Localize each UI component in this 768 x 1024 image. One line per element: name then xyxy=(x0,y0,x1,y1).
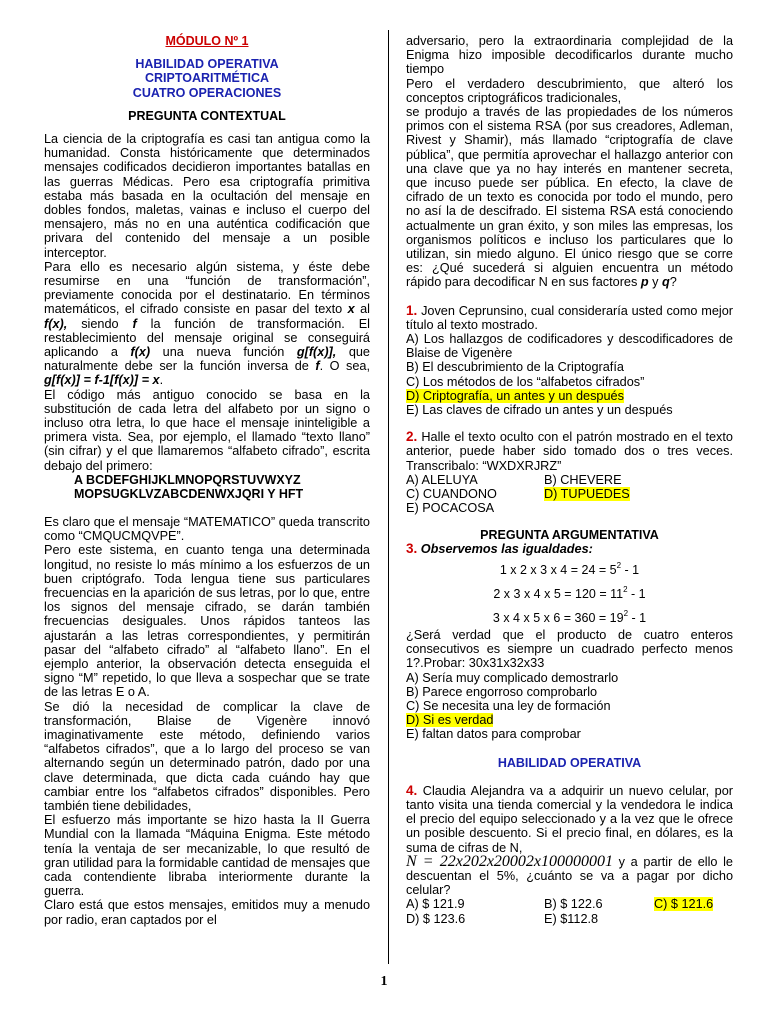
equality-1: 1 x 2 x 3 x $4 = 24 = 5^2 - 1$ xyxy=(499,560,640,577)
module-title: MÓDULO Nº 1 xyxy=(165,34,249,48)
paragraph-2: Para ello es necesario algún sistema, y éste debe resumirse en una “función de transformación”, previamente conocida por el destinatario. En términos matemáticos, el cifrado consiste en pasar del texto x al f(x), siendo f la función de transformación. El restablecimiento del mensaje original se conseguirá aplicando a f(x) una nueva función g[f(x)], que naturalmente debe ser la función inversa de f. O sea, g[f(x)] = f-1[f(x)] = x. xyxy=(44,259,371,388)
right-column xyxy=(406,34,733,926)
section-title-2: CRIPTOARITMÉTICA xyxy=(144,71,270,86)
column-divider xyxy=(388,30,389,964)
q2-option-d: D) TUPUEDES xyxy=(544,487,630,502)
equality-2: 2 x 3 x 4 x $5 = 120 = 11^2 - 1$ xyxy=(493,584,646,601)
right-paragraph-1: adversario, pero la extraordinaria complejidad de la Enigma hizo imposible decodificarlos durante mucho tiempo xyxy=(406,34,733,77)
right-paragraph-3: se produjo a través de las propiedades de los números primos con el sistema RSA (por sus creadores, Adleman, Rivest y Shamir), más llamado “criptografía de clave pública”, que permitía aprovechar el hallazgo anterior con una clave que ya no hay interés en mantener secreta, que incuso puede ser pública. En efecto, la clave de cifrado de un texto es conocida por todo el mundo, pero no así la de descifrado. El sistema RSA está conociendo actualmente un gran éxito, y son miles las empresas, los organismos políticos e incluso los particulares que lo utilizan, sin miedo alguno. El único riesgo que se corre es: ¿Qué sucederá si alguien encuentra un método rápido para decodificar N en sus factores p y q? xyxy=(406,105,733,290)
q1-option-d: D) Criptografía, un antes y un después xyxy=(406,388,624,403)
q2-option-b: B) CHEVERE xyxy=(544,472,622,487)
q1-option-c: C) Los métodos de los “alfabetos cifrados” xyxy=(406,374,645,389)
right-paragraph-2: Pero el verdadero descubrimiento, que alteró los conceptos criptográficos tradicionales, xyxy=(406,76,733,105)
page-number: 1 xyxy=(380,974,388,989)
formula-n: N = 22x202x20002x100000001 xyxy=(406,852,614,870)
habilidad-heading: HABILIDAD OPERATIVA xyxy=(497,755,642,770)
question-1: 1. Joven Ceprunsino, cual consideraría usted como mejor título al texto mostrado. xyxy=(406,302,733,332)
contextual-heading: PREGUNTA CONTEXTUAL xyxy=(128,108,286,123)
q2-option-c: C) CUANDONO xyxy=(406,487,497,502)
question-2: 2. Halle el texto oculto con el patrón mostrado en el texto anterior, puede haber sido tomado dos o tres veces. Transcribalo: “WXDXRJRZ” xyxy=(406,429,733,473)
q1-option-e: E) Las claves de cifrado un antes y un después xyxy=(406,403,673,418)
section-title-3: CUATRO OPERACIONES xyxy=(132,85,282,100)
q4-option-e: E) $112.8 xyxy=(544,911,599,926)
q3-option-d: D) Si es verdad xyxy=(406,713,494,728)
question-3-text: ¿Será verdad que el producto de cuatro enteros consecutivos es siempre un cuadrado perfecto menos 1?.Probar: 30x31x32x33 xyxy=(406,627,733,671)
q2-option-a: A) ALELUYA xyxy=(406,472,478,487)
cipher-alphabet: MOPSUGKLVZABCDENWXJQRI Y HFT xyxy=(74,487,304,502)
paragraph-3: El código más antiguo conocido se basa en la substitución de cada letra del alfabeto por un signo o incluso otra letra, lo que hace el mensaje ininteligible a primera vista. Sea, por ejemplo, el llamado “texto llano” (sin cifrar) y el que llamaremos “alfabeto cifrado”, escrita debajo del primero: xyxy=(44,387,370,473)
q4-option-b: B) $ 122.6 xyxy=(544,897,603,912)
q4-options xyxy=(406,897,733,925)
question-4: 4. Claudia Alejandra va a adquirir un nuevo celular, por tanto visita una tienda comercial y la vendedora le indica el precio del equipo seleccionado y a la vez que le ofrece un posible descuento. Si el precio final, en dólares, es la suma de cifras de N, xyxy=(406,782,733,855)
q3-option-b: B) Parece engorroso comprobarlo xyxy=(406,684,598,699)
q2-options xyxy=(406,473,733,516)
q4-option-a: A) $ 121.9 xyxy=(406,897,465,912)
paragraph-5: Pero este sistema, en cuanto tenga una determinada longitud, no resiste lo más mínimo a los esfuerzos de un buen criptógrafo. Toda lengua tiene sus particulares frecuencias en la aparición de sus letras, por lo que, entre los signos del mensaje cifrado, se darán también frecuencias desiguales. Unos rápidos tanteos las ajustarán a las letras correspondientes, y permitirán pasar del “alfabeto cifrado” al “alfabeto llano”. En el ejemplo anterior, la observación detecta enseguida el signo “M” repetido, lo que lleva a sospechar que se trate de las letras E o A. xyxy=(44,543,370,700)
q1-option-b: B) El descubrimiento de la Criptografía xyxy=(406,360,624,375)
q4-option-d: D) $ 123.6 xyxy=(406,911,466,926)
plain-alphabet: A BCDEFGHIJKLMNOPQRSTUVWXYZ xyxy=(74,472,301,487)
equality-3: 3 x 4 x 5 x $6 = 360 = 19^2 - 1$ xyxy=(492,608,647,625)
q4-option-c: C) $ 121.6 xyxy=(654,897,714,912)
paragraph-7: El esfuerzo más importante se hizo hasta la II Guerra Mundial con la llamada “Máquina Enigma. Este método tenía la ventaja de ser mecanizable, lo que resultó de gran utilidad para la formidable cantidad de mensajes que cada contendiente libraba interiormente durante la guerra. xyxy=(44,813,370,899)
q3-option-e: E) faltan datos para comprobar xyxy=(406,727,581,742)
paragraph-6: Se dió la necesidad de complicar la clave de transformación, Blaise de Vigenère innovó imaginativamente este método, definiendo varios “alfabetos cifrados”, que a lo largo del proceso se van alternando según un determinado patrón, dado por una clave determinada, que dicta cada cuándo hay que cambiar entre los “alfabetos cifrados” disponibles. Pero también tiene debilidades, xyxy=(44,699,370,813)
q2-option-e: E) POCACOSA xyxy=(406,501,495,516)
argumentative-heading: PREGUNTA ARGUMENTATIVA xyxy=(480,527,659,542)
q1-option-a: A) Los hallazgos de codificadores y descodificadores de Blaise de Vigenère xyxy=(406,332,733,361)
paragraph-4: Es claro que el mensaje “MATEMATICO” queda transcrito como “CMQUCMQVPE”. xyxy=(44,514,370,544)
question-3: 3. Observemos las igualdades: xyxy=(406,540,593,556)
paragraph-8: Claro está que estos mensajes, emitidos muy a menudo por radio, eran captados por el xyxy=(44,898,370,927)
question-4-formula-line: N = 22x202x20002x100000001 y a partir de ello le descuentan el 5%, ¿cuánto se va a pagar por dicho celular? xyxy=(406,852,733,898)
paragraph-1: La ciencia de la criptografía es casi tan antigua como la humanidad. Consta históricamente que determinados mensajes codificados decidieron importantes batallas en las guerras Médicas. Pero esa criptografía primitiva estaba más basada en la ocultación del mensaje en dobles fondos, maletas, vainas e incluso el cuerpo del mensajero, más no en una auténtica codificación que privara del contenido del mensaje a un posible interceptor. xyxy=(44,132,370,260)
left-column xyxy=(44,34,370,927)
section-title-1: HABILIDAD OPERATIVA xyxy=(135,57,279,72)
q3-option-c: C) Se necesita una ley de formación xyxy=(406,698,611,713)
q3-option-a: A) Sería muy complicado demostrarlo xyxy=(406,670,619,685)
